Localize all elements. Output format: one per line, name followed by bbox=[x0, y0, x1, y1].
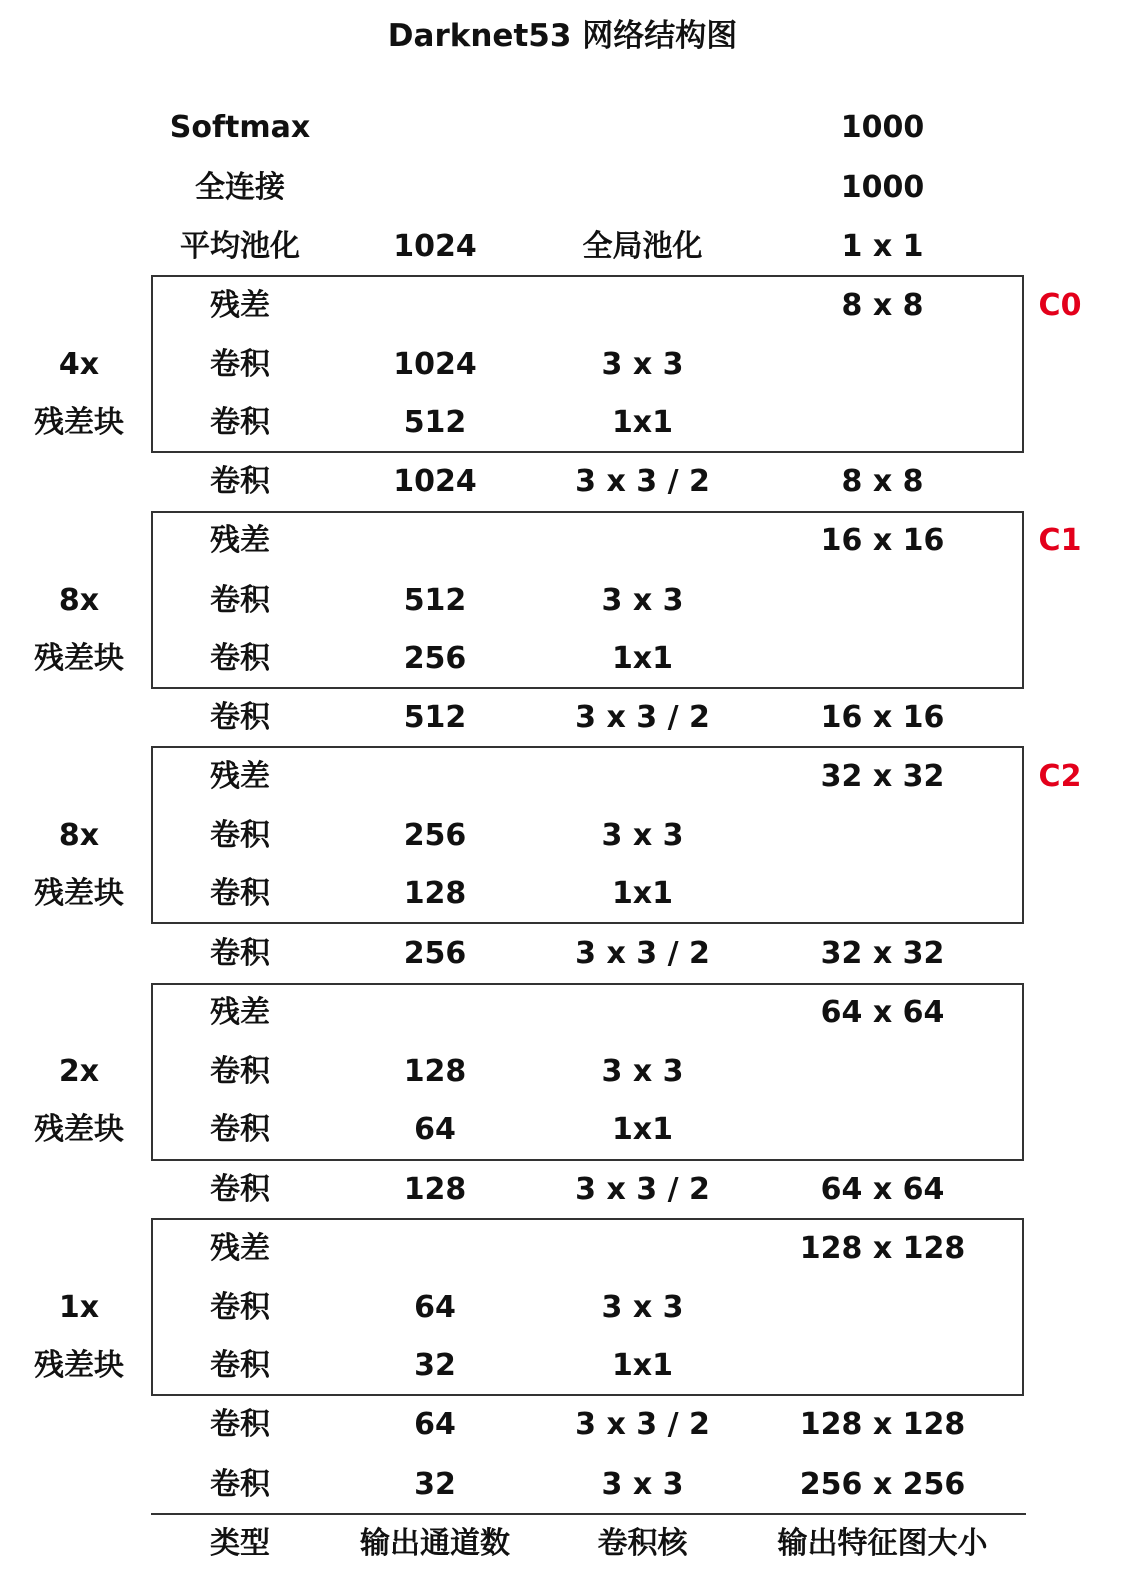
layer-kernel bbox=[540, 1222, 745, 1276]
footer-divider bbox=[151, 1513, 1026, 1515]
layer-kernel: 3 x 3 bbox=[601, 1290, 684, 1325]
conv-row bbox=[0, 809, 1125, 863]
layer-type: 卷积 bbox=[210, 1054, 270, 1089]
layer-channels: 1024 bbox=[393, 229, 477, 264]
conv-row bbox=[0, 867, 1125, 921]
downsample-conv-row bbox=[0, 455, 1125, 509]
layer-kernel bbox=[540, 986, 745, 1040]
layer-channels bbox=[340, 1222, 530, 1276]
layer-output-size: 8 x 8 bbox=[841, 464, 924, 499]
block-repeat-count: 8x bbox=[58, 818, 100, 853]
layer-channels bbox=[340, 986, 530, 1040]
layer-type: 卷积 bbox=[210, 1172, 270, 1207]
conv-row bbox=[0, 1045, 1125, 1099]
layer-output-size: 1000 bbox=[840, 170, 925, 205]
conv-row bbox=[0, 1103, 1125, 1157]
layer-kernel bbox=[540, 161, 745, 215]
residual-row bbox=[0, 279, 1125, 333]
layer-output-size: 16 x 16 bbox=[820, 523, 945, 558]
layer-kernel: 3 x 3 / 2 bbox=[575, 464, 710, 499]
layer-channels: 128 bbox=[403, 1054, 467, 1089]
avg-pool-row bbox=[0, 220, 1125, 274]
stage-tag: C2 bbox=[1038, 759, 1082, 794]
layer-output-size: 128 x 128 bbox=[799, 1407, 966, 1442]
layer-channels bbox=[340, 161, 530, 215]
conv-row bbox=[0, 1339, 1125, 1393]
layer-output-size bbox=[770, 1339, 995, 1393]
downsample-conv-row bbox=[0, 1398, 1125, 1452]
layer-output-size bbox=[770, 338, 995, 392]
conv-row bbox=[0, 1281, 1125, 1335]
layer-channels bbox=[340, 750, 530, 804]
block-label: 残差块 bbox=[34, 405, 124, 440]
residual-row bbox=[0, 986, 1125, 1040]
layer-output-size: 64 x 64 bbox=[820, 995, 945, 1030]
layer-kernel: 3 x 3 bbox=[601, 1467, 684, 1502]
layer-type: 卷积 bbox=[210, 583, 270, 618]
layer-kernel bbox=[540, 101, 745, 155]
layer-kernel bbox=[540, 514, 745, 568]
layer-kernel: 3 x 3 / 2 bbox=[575, 936, 710, 971]
stage-tag: C0 bbox=[1038, 288, 1082, 323]
layer-type: 卷积 bbox=[210, 1467, 270, 1502]
layer-channels: 32 bbox=[414, 1348, 456, 1383]
block-repeat-count: 8x bbox=[58, 583, 100, 618]
layer-output-size bbox=[770, 632, 995, 686]
layer-output-size bbox=[770, 867, 995, 921]
layer-type: 残差 bbox=[210, 288, 270, 323]
layer-output-size: 64 x 64 bbox=[820, 1172, 945, 1207]
layer-channels: 256 bbox=[403, 936, 467, 971]
layer-type: 卷积 bbox=[210, 700, 270, 735]
column-header-output-size: 输出特征图大小 bbox=[777, 1526, 988, 1561]
layer-channels: 64 bbox=[414, 1407, 456, 1442]
layer-kernel: 3 x 3 / 2 bbox=[575, 1407, 710, 1442]
layer-kernel: 1x1 bbox=[611, 1348, 674, 1383]
layer-output-size bbox=[770, 809, 995, 863]
block-repeat-count: 2x bbox=[58, 1054, 100, 1089]
layer-channels: 256 bbox=[403, 641, 467, 676]
layer-type: 卷积 bbox=[210, 818, 270, 853]
block-label: 残差块 bbox=[34, 876, 124, 911]
layer-output-size: 1000 bbox=[840, 110, 925, 145]
layer-output-size bbox=[770, 1281, 995, 1335]
downsample-conv-row bbox=[0, 1163, 1125, 1217]
layer-kernel: 3 x 3 bbox=[601, 347, 684, 382]
block-label: 残差块 bbox=[34, 1348, 124, 1383]
layer-channels: 512 bbox=[403, 405, 467, 440]
layer-type: 卷积 bbox=[210, 876, 270, 911]
layer-channels: 64 bbox=[414, 1290, 456, 1325]
layer-channels: 1024 bbox=[393, 347, 477, 382]
layer-type: 残差 bbox=[210, 1231, 270, 1266]
layer-channels: 128 bbox=[403, 1172, 467, 1207]
column-header-channels: 输出通道数 bbox=[360, 1526, 510, 1561]
layer-type: 卷积 bbox=[210, 1348, 270, 1383]
stage-tag: C1 bbox=[1038, 523, 1082, 558]
layer-output-size: 32 x 32 bbox=[820, 936, 945, 971]
layer-kernel: 1x1 bbox=[611, 405, 674, 440]
downsample-conv-row bbox=[0, 927, 1125, 981]
conv-row bbox=[0, 574, 1125, 628]
layer-type: 残差 bbox=[210, 995, 270, 1030]
layer-channels: 1024 bbox=[393, 464, 477, 499]
layer-channels bbox=[340, 101, 530, 155]
residual-row bbox=[0, 514, 1125, 568]
layer-type: 平均池化 bbox=[180, 229, 300, 264]
layer-channels: 64 bbox=[414, 1112, 456, 1147]
layer-kernel: 1x1 bbox=[611, 1112, 674, 1147]
block-repeat-count: 4x bbox=[58, 347, 100, 382]
block-repeat-count: 1x bbox=[58, 1290, 100, 1325]
column-header-kernel: 卷积核 bbox=[597, 1526, 688, 1561]
block-label: 残差块 bbox=[34, 641, 124, 676]
softmax-row bbox=[0, 101, 1125, 155]
layer-type: 卷积 bbox=[210, 641, 270, 676]
layer-type: Softmax bbox=[169, 110, 311, 145]
layer-output-size: 256 x 256 bbox=[799, 1467, 966, 1502]
layer-kernel: 3 x 3 bbox=[601, 583, 684, 618]
layer-output-size: 8 x 8 bbox=[841, 288, 924, 323]
downsample-conv-row bbox=[0, 691, 1125, 745]
layer-type: 卷积 bbox=[210, 1407, 270, 1442]
layer-type: 全连接 bbox=[195, 170, 285, 205]
residual-row bbox=[0, 1222, 1125, 1276]
column-header-type: 类型 bbox=[210, 1526, 270, 1561]
layer-output-size: 128 x 128 bbox=[799, 1231, 966, 1266]
layer-channels: 256 bbox=[403, 818, 467, 853]
conv-row bbox=[0, 632, 1125, 686]
layer-channels: 128 bbox=[403, 876, 467, 911]
layer-output-size bbox=[770, 1103, 995, 1157]
layer-type: 卷积 bbox=[210, 1290, 270, 1325]
conv-row bbox=[0, 338, 1125, 392]
layer-kernel: 3 x 3 bbox=[601, 818, 684, 853]
first-conv-row bbox=[0, 1458, 1125, 1512]
residual-row bbox=[0, 750, 1125, 804]
layer-output-size: 1 x 1 bbox=[841, 229, 924, 264]
layer-kernel: 3 x 3 / 2 bbox=[575, 1172, 710, 1207]
layer-channels: 32 bbox=[414, 1467, 456, 1502]
layer-type: 卷积 bbox=[210, 1112, 270, 1147]
layer-channels: 512 bbox=[403, 700, 467, 735]
layer-type: 卷积 bbox=[210, 936, 270, 971]
layer-output-size bbox=[770, 396, 995, 450]
layer-type: 残差 bbox=[210, 759, 270, 794]
layer-kernel bbox=[540, 750, 745, 804]
layer-channels bbox=[340, 279, 530, 333]
layer-type: 卷积 bbox=[210, 347, 270, 382]
layer-channels: 512 bbox=[403, 583, 467, 618]
layer-type: 卷积 bbox=[210, 464, 270, 499]
fully-connected-row bbox=[0, 161, 1125, 215]
layer-kernel: 3 x 3 / 2 bbox=[575, 700, 710, 735]
layer-channels bbox=[340, 514, 530, 568]
conv-row bbox=[0, 396, 1125, 450]
layer-kernel bbox=[540, 279, 745, 333]
layer-output-size: 32 x 32 bbox=[820, 759, 945, 794]
diagram-title: Darknet53 网络结构图 bbox=[387, 18, 738, 54]
layer-kernel: 1x1 bbox=[611, 876, 674, 911]
layer-type: 卷积 bbox=[210, 405, 270, 440]
layer-type: 残差 bbox=[210, 523, 270, 558]
layer-kernel: 3 x 3 bbox=[601, 1054, 684, 1089]
layer-kernel: 全局池化 bbox=[582, 229, 703, 264]
column-header-row bbox=[0, 1517, 1125, 1571]
layer-output-size bbox=[770, 574, 995, 628]
layer-output-size bbox=[770, 1045, 995, 1099]
layer-kernel: 1x1 bbox=[611, 641, 674, 676]
layer-output-size: 16 x 16 bbox=[820, 700, 945, 735]
block-label: 残差块 bbox=[34, 1112, 124, 1147]
